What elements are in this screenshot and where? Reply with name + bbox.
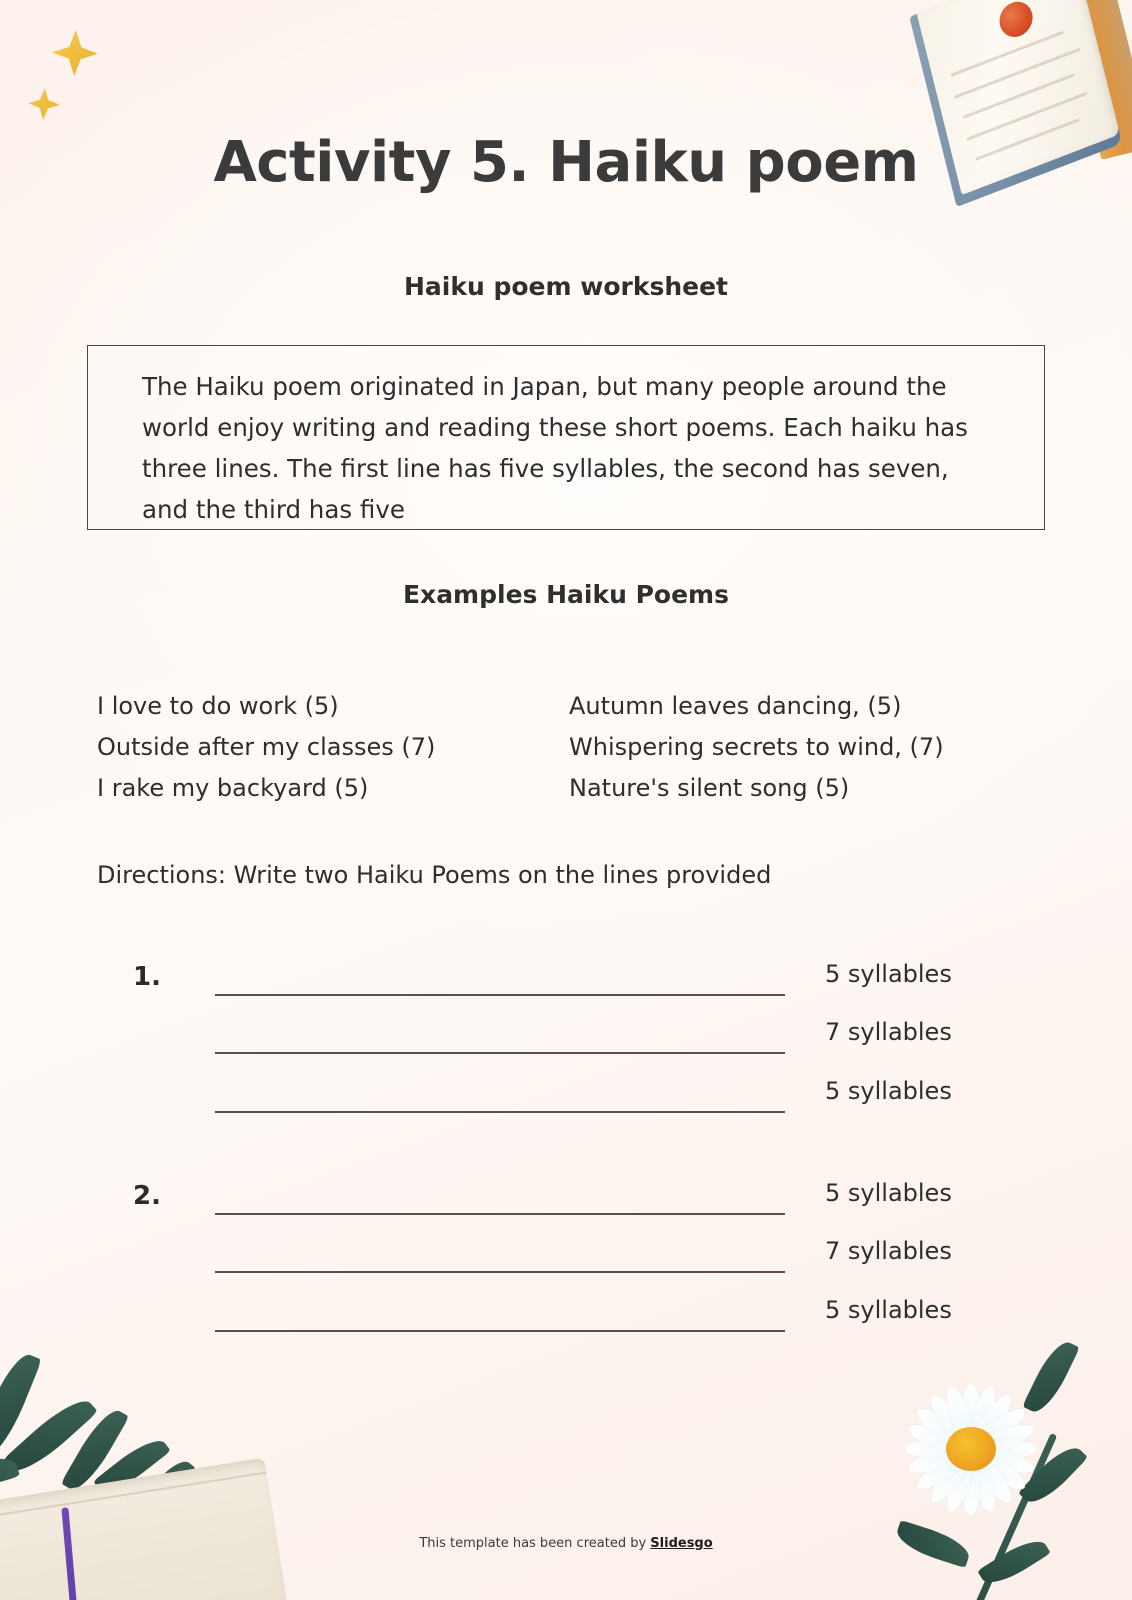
answer-line-input[interactable] — [215, 1271, 785, 1273]
exercise-number: 1. — [133, 962, 161, 992]
answer-line-input[interactable] — [215, 1213, 785, 1215]
footer-text: This template has been created by — [419, 1536, 651, 1551]
description-box — [87, 345, 1045, 530]
answer-line-input[interactable] — [215, 1330, 785, 1332]
example-poem-right — [569, 686, 1041, 809]
answer-row — [215, 1069, 1095, 1128]
worksheet-subtitle: Haiku poem worksheet — [403, 272, 729, 301]
answer-row — [215, 1010, 1095, 1069]
answer-row — [215, 1288, 1095, 1347]
poem-line: I rake my backyard (5) — [97, 774, 369, 802]
syllable-label: 5 syllables — [825, 1179, 952, 1207]
syllable-label: 5 syllables — [825, 1296, 952, 1324]
footer-attribution — [0, 1536, 1132, 1551]
examples-heading: Examples Haiku Poems — [402, 580, 729, 609]
answer-row — [215, 952, 1095, 1011]
syllable-label: 7 syllables — [825, 1018, 952, 1046]
answer-row — [215, 1229, 1095, 1288]
syllable-label: 5 syllables — [825, 1077, 952, 1105]
answer-line-input[interactable] — [215, 994, 785, 996]
exercise-number: 2. — [133, 1181, 161, 1211]
answer-row — [215, 1171, 1095, 1230]
examples-container — [97, 686, 1047, 809]
slidesgo-link[interactable]: Slidesgo — [650, 1536, 713, 1551]
poem-line: Whispering secrets to wind, (7) — [569, 733, 944, 761]
example-poem-left — [97, 686, 569, 809]
page-title: Activity 5. Haiku poem — [213, 130, 919, 195]
directions-text: Directions: Write two Haiku Poems on the lines provided — [97, 861, 772, 889]
answer-line-input[interactable] — [215, 1052, 785, 1054]
poem-line: Outside after my classes (7) — [97, 733, 436, 761]
poem-line: Nature's silent song (5) — [569, 774, 850, 802]
answer-line-input[interactable] — [215, 1111, 785, 1113]
syllable-label: 5 syllables — [825, 960, 952, 988]
description-text: The Haiku poem originated in Japan, but many people around the world enjoy writing and reading these short poems. Each haiku has three lines. The first line has five syllables, the second has seven, and the third has five — [142, 372, 968, 524]
poem-line: Autumn leaves dancing, (5) — [569, 692, 902, 720]
poem-line: I love to do work (5) — [97, 692, 339, 720]
syllable-label: 7 syllables — [825, 1237, 952, 1265]
